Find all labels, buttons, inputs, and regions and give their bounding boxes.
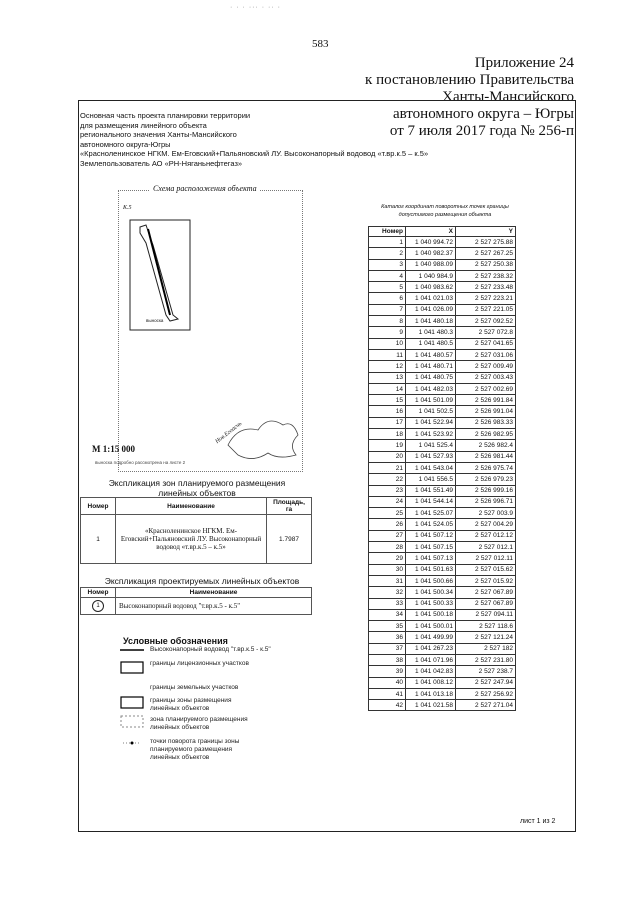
coord-x: 1 041 525.07 bbox=[406, 508, 456, 519]
point-number: 17 bbox=[369, 417, 406, 428]
coord-x: 1 041 500.66 bbox=[406, 575, 456, 586]
coord-y: 2 526 982.4 bbox=[456, 440, 516, 451]
coord-x: 1 041 482.03 bbox=[406, 383, 456, 394]
point-number: 2 bbox=[369, 248, 406, 259]
coord-x: 1 041 507.15 bbox=[406, 542, 456, 553]
zones-title: Экспликация зон планируемого размещения линейных объектов bbox=[108, 478, 286, 498]
point-number: 18 bbox=[369, 429, 406, 440]
coord-x: 1 041 525.4 bbox=[406, 440, 456, 451]
coord-x: 1 041 502.5 bbox=[406, 406, 456, 417]
coord-y: 2 526 979.23 bbox=[456, 474, 516, 485]
description-line: Основная часть проекта планировки территории bbox=[80, 111, 251, 120]
coord-x: 1 041 556.5 bbox=[406, 474, 456, 485]
label-region: Нов.Егоасчь bbox=[214, 420, 244, 446]
coordinate-row bbox=[369, 609, 516, 620]
zone-area: 1.7987 bbox=[267, 515, 312, 564]
point-number: 40 bbox=[369, 677, 406, 688]
coord-y: 2 527 009.49 bbox=[456, 361, 516, 372]
point-number: 8 bbox=[369, 316, 406, 327]
point-number: 31 bbox=[369, 575, 406, 586]
point-number: 23 bbox=[369, 485, 406, 496]
coordinate-row bbox=[369, 282, 516, 293]
appendix-line: от 7 июля 2017 года № 256-п bbox=[389, 123, 574, 139]
coord-y: 2 527 067.89 bbox=[456, 598, 516, 609]
point-number: 20 bbox=[369, 451, 406, 462]
coordinate-row bbox=[369, 564, 516, 575]
coord-y: 2 526 999.16 bbox=[456, 485, 516, 496]
coord-y: 2 527 182 bbox=[456, 643, 516, 654]
coord-x: 1 041 480.71 bbox=[406, 361, 456, 372]
coord-y: 2 527 012.1 bbox=[456, 542, 516, 553]
coord-x: 1 041 500.01 bbox=[406, 621, 456, 632]
legend-symbols bbox=[118, 646, 148, 771]
coord-x: 1 041 527.93 bbox=[406, 451, 456, 462]
description-line: автономного округа-Югры bbox=[80, 139, 171, 149]
coordinate-row bbox=[369, 496, 516, 507]
point-number: 42 bbox=[369, 700, 406, 711]
appendix-line: автономного округа – Югры bbox=[392, 106, 574, 122]
coord-x: 1 041 524.05 bbox=[406, 519, 456, 530]
coord-y: 2 527 041.65 bbox=[456, 338, 516, 349]
label-k5: К.5 bbox=[123, 205, 132, 211]
appendix-line: Ханты-Мансийского bbox=[442, 89, 574, 105]
coord-x: 1 041 501.63 bbox=[406, 564, 456, 575]
coord-y: 2 527 238.32 bbox=[456, 270, 516, 281]
point-number: 33 bbox=[369, 598, 406, 609]
objects-col-name: Наименование bbox=[116, 588, 312, 598]
catalog-title: Каталог координат поворотных точек границы допустимого размещения объекта bbox=[381, 204, 509, 218]
col-x: X bbox=[406, 227, 456, 237]
label-vynoska: выноска bbox=[146, 318, 164, 323]
coord-x: 1 040 982.37 bbox=[406, 248, 456, 259]
license-symbol bbox=[121, 662, 143, 673]
point-number: 27 bbox=[369, 530, 406, 541]
zones-table bbox=[80, 497, 312, 564]
legend-item: точки поворота границы зоны планируемого размещения линейных объектов bbox=[150, 738, 240, 761]
point-number: 1 bbox=[369, 237, 406, 248]
coordinate-row bbox=[369, 643, 516, 654]
coord-x: 1 041 480.5 bbox=[406, 338, 456, 349]
coord-x: 1 041 042.83 bbox=[406, 666, 456, 677]
coord-x: 1 041 544.14 bbox=[406, 496, 456, 507]
coordinate-row bbox=[369, 508, 516, 519]
zone-boundary-symbol bbox=[121, 697, 143, 708]
zones-col-name: Наименование bbox=[116, 498, 267, 515]
coordinate-row bbox=[369, 338, 516, 349]
coord-x: 1 041 480.75 bbox=[406, 372, 456, 383]
coord-x: 1 040 984.9 bbox=[406, 270, 456, 281]
point-number: 29 bbox=[369, 553, 406, 564]
coordinate-row bbox=[369, 530, 516, 541]
legend-item: границы лицензионных участков bbox=[150, 660, 249, 667]
description-line: Землепользователь АО «РН-Няганьнефтегаз» bbox=[80, 158, 243, 168]
coord-x: 1 041 021.03 bbox=[406, 293, 456, 304]
coord-y: 2 526 991.04 bbox=[456, 406, 516, 417]
legend-item: границы зоны размещения линейных объектов bbox=[150, 697, 232, 712]
coordinate-row bbox=[369, 361, 516, 372]
zone-area-symbol bbox=[121, 716, 143, 727]
coord-y: 2 526 981.44 bbox=[456, 451, 516, 462]
object-number: 1 bbox=[92, 600, 104, 612]
coord-x: 1 041 543.04 bbox=[406, 462, 456, 473]
point-number: 38 bbox=[369, 654, 406, 665]
coordinate-row bbox=[369, 666, 516, 677]
description-line: для размещения линейного объекта bbox=[80, 120, 207, 130]
legend-item: зона планируемого размещения линейных объектов bbox=[150, 716, 248, 731]
coord-y: 2 527 012.12 bbox=[456, 530, 516, 541]
appendix-line: Приложение 24 bbox=[474, 55, 574, 71]
coordinate-row bbox=[369, 270, 516, 281]
zones-col-area: Площадь, га bbox=[267, 498, 312, 515]
coord-x: 1 041 500.18 bbox=[406, 609, 456, 620]
coord-x: 1 041 480.57 bbox=[406, 349, 456, 360]
coordinate-row bbox=[369, 406, 516, 417]
point-number: 11 bbox=[369, 349, 406, 360]
coordinate-row bbox=[369, 383, 516, 394]
coordinate-row bbox=[369, 304, 516, 315]
point-number: 28 bbox=[369, 542, 406, 553]
point-number: 16 bbox=[369, 406, 406, 417]
point-number: 7 bbox=[369, 304, 406, 315]
coordinate-row bbox=[369, 451, 516, 462]
objects-table bbox=[80, 587, 312, 615]
scan-noise: · · · ··· · ·· · bbox=[230, 4, 281, 11]
coord-x: 1 040 994.72 bbox=[406, 237, 456, 248]
legend-item: Высоконапорный водовод "т.вр.к.5 - к.5" bbox=[150, 646, 271, 653]
scheme-title: Схема расположения объекта bbox=[150, 184, 260, 193]
coord-x: 1 041 071.96 bbox=[406, 654, 456, 665]
location-map bbox=[118, 215, 308, 465]
coord-x: 1 041 500.34 bbox=[406, 587, 456, 598]
description-line: регионального значения Ханты-Мансийского bbox=[80, 130, 237, 139]
point-number: 3 bbox=[369, 259, 406, 270]
objects-col-number: Номер bbox=[81, 588, 116, 598]
coord-y: 2 527 256.92 bbox=[456, 688, 516, 699]
coord-y: 2 527 015.62 bbox=[456, 564, 516, 575]
description-line: «Красноленинское НГКМ. Ем-Еговский+Пальяновский ЛУ. Высоконапорный водовод «т.вр.к.5 – к.5» bbox=[80, 149, 429, 158]
coordinate-row bbox=[369, 395, 516, 406]
appendix-line: к постановлению Правительства bbox=[365, 72, 574, 88]
coord-x: 1 041 021.58 bbox=[406, 700, 456, 711]
coord-y: 2 526 975.74 bbox=[456, 462, 516, 473]
coord-x: 1 040 983.62 bbox=[406, 282, 456, 293]
coord-y: 2 527 250.38 bbox=[456, 259, 516, 270]
coord-y: 2 527 121.24 bbox=[456, 632, 516, 643]
coord-y: 2 526 996.71 bbox=[456, 496, 516, 507]
coordinate-row bbox=[369, 654, 516, 665]
sheet-number: лист 1 из 2 bbox=[520, 818, 556, 825]
scale-note: выноска подробно рассмотрена на листе 2 bbox=[95, 460, 186, 465]
coordinate-row bbox=[369, 598, 516, 609]
coordinates-table bbox=[368, 226, 516, 711]
coord-x: 1 041 507.12 bbox=[406, 530, 456, 541]
coord-y: 2 527 221.05 bbox=[456, 304, 516, 315]
coord-y: 2 527 238.7 bbox=[456, 666, 516, 677]
point-number: 36 bbox=[369, 632, 406, 643]
coordinate-row bbox=[369, 237, 516, 248]
coord-y: 2 527 118.6 bbox=[456, 621, 516, 632]
col-number: Номер bbox=[369, 227, 406, 237]
point-number: 4 bbox=[369, 270, 406, 281]
coord-y: 2 527 271.04 bbox=[456, 700, 516, 711]
coord-y: 2 527 031.06 bbox=[456, 349, 516, 360]
coord-y: 2 527 267.25 bbox=[456, 248, 516, 259]
coordinate-row bbox=[369, 327, 516, 338]
coordinate-row bbox=[369, 700, 516, 711]
coordinate-row bbox=[369, 474, 516, 485]
point-number: 9 bbox=[369, 327, 406, 338]
coord-x: 1 040 988.09 bbox=[406, 259, 456, 270]
coordinate-row bbox=[369, 575, 516, 586]
coord-x: 1 041 500.33 bbox=[406, 598, 456, 609]
coordinate-row bbox=[369, 417, 516, 428]
point-number: 15 bbox=[369, 395, 406, 406]
coordinate-row bbox=[369, 248, 516, 259]
legend-item: границы земельных участков bbox=[150, 684, 239, 691]
coord-y: 2 527 231.80 bbox=[456, 654, 516, 665]
point-number: 21 bbox=[369, 462, 406, 473]
coord-x: 1 041 013.18 bbox=[406, 688, 456, 699]
point-number: 30 bbox=[369, 564, 406, 575]
point-number: 26 bbox=[369, 519, 406, 530]
coord-y: 2 527 233.48 bbox=[456, 282, 516, 293]
coord-y: 2 527 094.11 bbox=[456, 609, 516, 620]
coord-x: 1 041 026.09 bbox=[406, 304, 456, 315]
coord-x: 1 041 501.09 bbox=[406, 395, 456, 406]
coordinate-row bbox=[369, 553, 516, 564]
coordinate-row bbox=[369, 485, 516, 496]
coord-y: 2 527 072.8 bbox=[456, 327, 516, 338]
coord-y: 2 527 003.9 bbox=[456, 508, 516, 519]
coord-y: 2 527 092.52 bbox=[456, 316, 516, 327]
point-number: 5 bbox=[369, 282, 406, 293]
coord-y: 2 527 223.21 bbox=[456, 293, 516, 304]
coordinate-row bbox=[369, 542, 516, 553]
coord-x: 1 041 522.94 bbox=[406, 417, 456, 428]
point-number: 25 bbox=[369, 508, 406, 519]
coordinate-row bbox=[369, 632, 516, 643]
zones-col-number: Номер bbox=[81, 498, 116, 515]
coordinate-row bbox=[369, 621, 516, 632]
point-number: 35 bbox=[369, 621, 406, 632]
coordinate-row bbox=[369, 259, 516, 270]
coord-y: 2 527 003.43 bbox=[456, 372, 516, 383]
coordinate-row bbox=[369, 677, 516, 688]
point-number: 6 bbox=[369, 293, 406, 304]
point-number: 10 bbox=[369, 338, 406, 349]
point-number: 19 bbox=[369, 440, 406, 451]
coordinate-row bbox=[369, 429, 516, 440]
objects-title: Экспликация проектируемых линейных объектов bbox=[104, 576, 300, 586]
coord-y: 2 527 002.69 bbox=[456, 383, 516, 394]
zone-name: «Красноленинское НГКМ. Ем-Еговский+Пальяновский ЛУ. Высоконапорный водовод «т.вр.к.5 – к.5» bbox=[116, 515, 267, 564]
coord-y: 2 527 004.29 bbox=[456, 519, 516, 530]
coord-x: 1 041 523.92 bbox=[406, 429, 456, 440]
project-description bbox=[80, 111, 429, 168]
point-number: 24 bbox=[369, 496, 406, 507]
coord-y: 2 527 012.11 bbox=[456, 553, 516, 564]
point-number: 37 bbox=[369, 643, 406, 654]
coordinate-row bbox=[369, 462, 516, 473]
point-number: 13 bbox=[369, 372, 406, 383]
point-number: 41 bbox=[369, 688, 406, 699]
object-name: Высоконапорный водовод "т.вр.к.5 - к.5" bbox=[116, 598, 312, 615]
col-y: Y bbox=[456, 227, 516, 237]
scale-label: М 1:15 000 bbox=[92, 444, 135, 454]
coord-x: 1 041 480.3 bbox=[406, 327, 456, 338]
coord-x: 1 041 008.12 bbox=[406, 677, 456, 688]
coord-y: 2 526 982.95 bbox=[456, 429, 516, 440]
coord-y: 2 526 991.84 bbox=[456, 395, 516, 406]
coord-y: 2 526 983.33 bbox=[456, 417, 516, 428]
coord-x: 1 041 480.18 bbox=[406, 316, 456, 327]
coord-y: 2 527 247.94 bbox=[456, 677, 516, 688]
coordinate-row bbox=[369, 440, 516, 451]
point-number: 39 bbox=[369, 666, 406, 677]
coordinate-row bbox=[369, 349, 516, 360]
legend-title: Условные обозначения bbox=[123, 636, 228, 646]
coord-y: 2 527 067.89 bbox=[456, 587, 516, 598]
waterline-path bbox=[148, 229, 170, 315]
coord-y: 2 527 015.92 bbox=[456, 575, 516, 586]
coordinate-row bbox=[369, 688, 516, 699]
point-number: 14 bbox=[369, 383, 406, 394]
point-number: 12 bbox=[369, 361, 406, 372]
point-number: 34 bbox=[369, 609, 406, 620]
point-number: 32 bbox=[369, 587, 406, 598]
zone-number: 1 bbox=[81, 515, 116, 564]
coord-x: 1 041 551.49 bbox=[406, 485, 456, 496]
coordinate-row bbox=[369, 587, 516, 598]
coord-x: 1 041 499.99 bbox=[406, 632, 456, 643]
coord-x: 1 041 507.13 bbox=[406, 553, 456, 564]
coord-y: 2 527 275.88 bbox=[456, 237, 516, 248]
page-number: 583 bbox=[312, 38, 329, 50]
point-number: 22 bbox=[369, 474, 406, 485]
coordinate-row bbox=[369, 372, 516, 383]
coordinate-row bbox=[369, 519, 516, 530]
coord-x: 1 041 267.23 bbox=[406, 643, 456, 654]
coordinate-row bbox=[369, 293, 516, 304]
coordinate-row bbox=[369, 316, 516, 327]
